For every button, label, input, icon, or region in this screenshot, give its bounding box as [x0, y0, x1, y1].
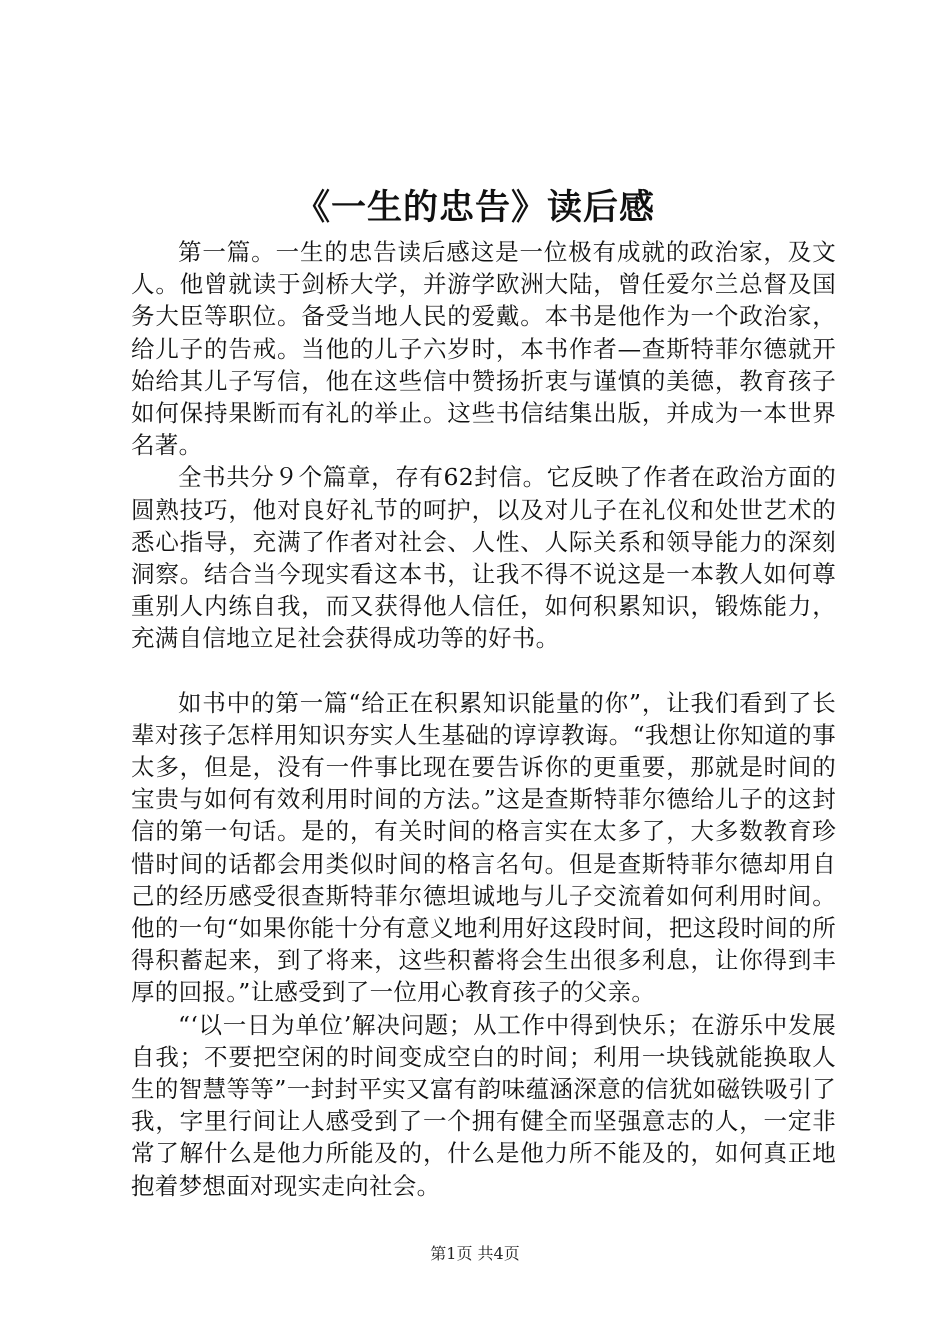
- page-footer: 第1页 共4页: [430, 1244, 520, 1263]
- paragraph-3: 如书中的第一篇“给正在积累知识能量的你”，让我们看到了长辈对孩子怎样用知识夯实人生基础的谆谆教诲。“我想让你知道的事太多，但是，没有一件事比现在要告诉你的更重要，那就是时间的宝贵与如何有效利用时间的方法。”这是查斯特菲尔德给儿子的这封信的第一句话。是的，有关时间的格言实在太多了，大多数教育珍惜时间的话都会用类似时间的格言名句。但是查斯特菲尔德却用自己的经历感受很查斯特菲尔德坦诚地与儿子交流着如何利用时间。他的一句“如果你能十分有意义地利用好这段时间，把这段时间的所得积蓄起来，到了将来，这些积蓄将会生出很多利息，让你得到丰厚的回报。”让感受到了一位用心教育孩子的父亲。: [131, 688, 836, 1007]
- paragraph-1: 第一篇。一生的忠告读后感这是一位极有成就的政治家，及文人。他曾就读于剑桥大学，并游学欧洲大陆，曾任爱尔兰总督及国务大臣等职位。备受当地人民的爱戴。本书是他作为一个政治家，给儿子的告戒。当他的儿子六岁时，本书作者—查斯特菲尔德就开始给其儿子写信，他在这些信中赞扬折衷与谨慎的美德，教育孩子如何保持果断而有礼的举止。这些书信结集出版，并成为一本世界名著。: [131, 238, 836, 460]
- paragraph-4: “‘以一日为单位’解决问题；从工作中得到快乐；在游乐中发展自我；不要把空闲的时间变成空白的时间；利用一块钱就能换取人生的智慧等等”一封封平实又富有韵味蕴涵深意的信犹如磁铁吸引了我，字里行间让人感受到了一个拥有健全而坚强意志的人，一定非常了解什么是他力所能及的，什么是他力所不能及的，如何真正地抱着梦想面对现实走向社会。: [131, 1010, 836, 1200]
- paragraph-2: 全书共分９个篇章，存有62封信。它反映了作者在政治方面的圆熟技巧，他对良好礼节的呵护，以及对儿子在礼仪和处世艺术的悉心指导，充满了作者对社会、人性、人际关系和领导能力的深刻洞察。结合当今现实看这本书，让我不得不说这是一本教人如何尊重别人内练自我，而又获得他人信任，如何积累知识，锻炼能力，充满自信地立足社会获得成功等的好书。: [131, 463, 836, 653]
- document-body: [131, 236, 836, 1202]
- document-title: 《一生的忠告》读后感: [294, 187, 655, 228]
